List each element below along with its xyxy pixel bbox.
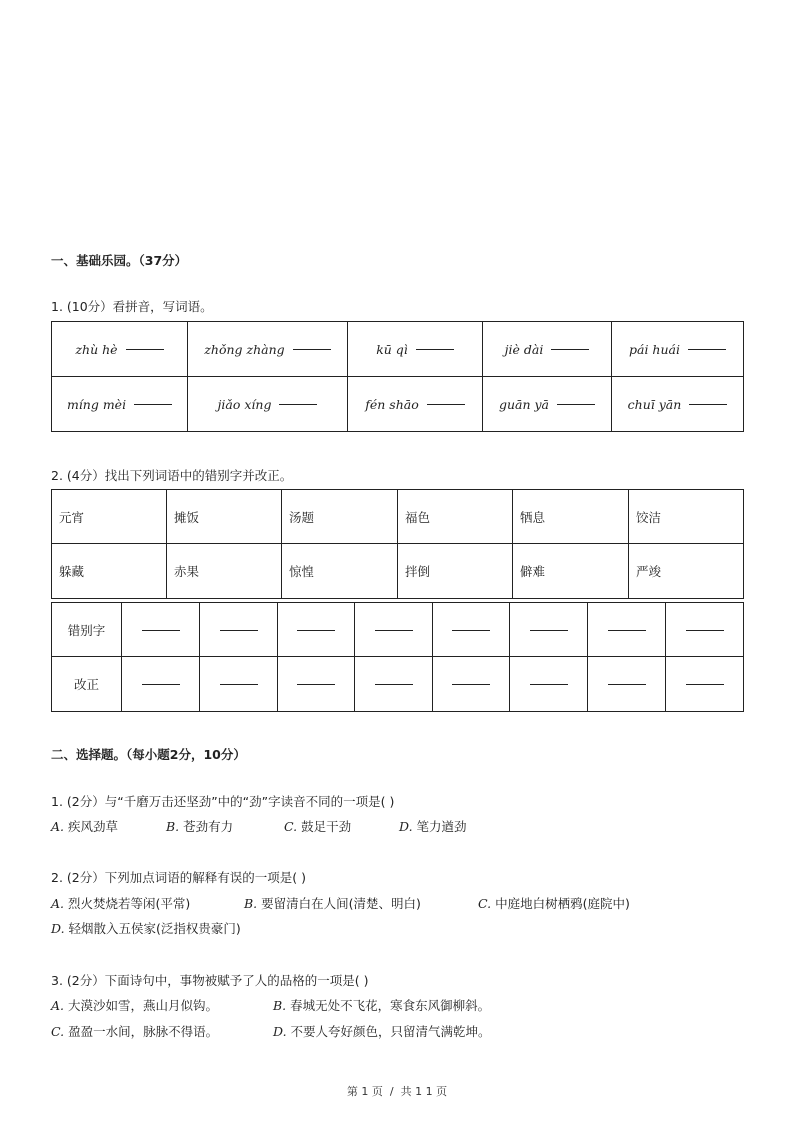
answer-blank[interactable]	[220, 629, 258, 631]
option-text: 中庭地白树栖鸦(庭院中)	[495, 896, 630, 911]
option-text: 春城无处不飞花，寒食东风御柳斜。	[290, 998, 491, 1013]
pinyin-table	[51, 321, 744, 432]
option-letter: C.	[478, 896, 492, 911]
word-cell: 汤题	[282, 490, 398, 544]
answer-blank[interactable]	[686, 629, 724, 631]
blank-cell	[666, 657, 744, 712]
mc-question-stem: 3. (2分）下面诗句中，事物被赋予了人的品格的一项是( )	[51, 973, 369, 988]
option-text: 轻烟散入五侯家(泛指权贵豪门)	[68, 921, 241, 936]
answer-blank[interactable]	[551, 348, 589, 350]
answer-blank[interactable]	[608, 683, 646, 685]
word-cell: 元宵	[52, 490, 167, 544]
answer-blank[interactable]	[689, 403, 727, 405]
option-a[interactable]	[51, 894, 190, 912]
pinyin-text: kū qì	[376, 341, 408, 357]
option-text: 不要人夸好颜色，只留清气满乾坤。	[290, 1024, 491, 1039]
pinyin-text: chuī yān	[627, 396, 682, 412]
answer-blank[interactable]	[608, 629, 646, 631]
pinyin-cell	[483, 377, 612, 432]
blank-cell	[200, 657, 278, 712]
option-d[interactable]	[399, 817, 467, 835]
word-cell: 拌倒	[398, 544, 513, 599]
pinyin-cell	[483, 322, 612, 377]
answer-blank[interactable]	[427, 403, 465, 405]
word-cell: 饺洁	[629, 490, 744, 544]
option-letter: A.	[51, 896, 65, 911]
row-label-wrong	[52, 603, 122, 657]
word-cell: 僻难	[513, 544, 629, 599]
pinyin-text: jiè dài	[504, 341, 544, 357]
blank-cell	[666, 603, 744, 657]
blank-cell	[355, 657, 433, 712]
answer-blank[interactable]	[375, 683, 413, 685]
word-cell: 惊惶	[282, 544, 398, 599]
option-letter: A.	[51, 819, 65, 834]
pinyin-cell	[348, 377, 483, 432]
option-text: 盈盈一水间，脉脉不得语。	[68, 1024, 219, 1039]
correction-table	[51, 602, 744, 712]
section2-title: 二、选择题。（每小题2分，10分）	[51, 747, 246, 762]
row-label-text: 错别字	[67, 622, 106, 638]
pinyin-text: fén shāo	[365, 396, 419, 412]
answer-blank[interactable]	[142, 629, 180, 631]
pinyin-text: jiǎo xíng	[217, 396, 272, 412]
pinyin-text: pái huái	[629, 341, 680, 357]
option-c[interactable]	[51, 1022, 218, 1040]
option-d[interactable]	[273, 1022, 491, 1040]
words-table	[51, 489, 744, 599]
pinyin-text: míng mèi	[66, 396, 127, 412]
blank-cell	[122, 603, 200, 657]
answer-blank[interactable]	[452, 629, 490, 631]
pinyin-cell	[188, 322, 348, 377]
pinyin-cell	[612, 322, 744, 377]
option-text: 鼓足干劲	[301, 819, 352, 834]
word-cell: 严竣	[629, 544, 744, 599]
blank-cell	[433, 657, 510, 712]
option-d[interactable]	[51, 919, 241, 937]
blank-cell	[122, 657, 200, 712]
word-cell: 福色	[398, 490, 513, 544]
pinyin-cell	[52, 322, 188, 377]
answer-blank[interactable]	[557, 403, 595, 405]
section1-title: 一、基础乐园。（37分）	[51, 253, 188, 268]
answer-blank[interactable]	[416, 348, 454, 350]
answer-blank[interactable]	[297, 683, 335, 685]
pinyin-cell	[612, 377, 744, 432]
word-cell: 牺息	[513, 490, 629, 544]
pinyin-cell	[348, 322, 483, 377]
answer-blank[interactable]	[530, 629, 568, 631]
answer-blank[interactable]	[530, 683, 568, 685]
option-b[interactable]	[166, 817, 233, 835]
word-cell: 躲藏	[52, 544, 167, 599]
option-c[interactable]	[478, 894, 630, 912]
option-letter: D.	[51, 921, 65, 936]
option-text: 烈火焚烧若等闲(平常)	[68, 896, 191, 911]
blank-cell	[588, 603, 666, 657]
option-text: 疾风劲草	[68, 819, 119, 834]
answer-blank[interactable]	[220, 683, 258, 685]
pinyin-text: zhǒng zhàng	[204, 341, 285, 357]
option-text: 要留清白在人间(清楚、明白)	[261, 896, 421, 911]
option-a[interactable]	[51, 996, 218, 1014]
option-a[interactable]	[51, 817, 118, 835]
answer-blank[interactable]	[142, 683, 180, 685]
option-b[interactable]	[273, 996, 490, 1014]
pinyin-text: zhù hè	[75, 341, 118, 357]
option-letter: B.	[273, 998, 287, 1013]
answer-blank[interactable]	[134, 403, 172, 405]
option-text: 大漠沙如雪，燕山月似钩。	[68, 998, 219, 1013]
mc-question-stem: 2. (2分）下列加点词语的解释有误的一项是( )	[51, 870, 306, 885]
answer-blank[interactable]	[297, 629, 335, 631]
answer-blank[interactable]	[375, 629, 413, 631]
blank-cell	[278, 603, 355, 657]
option-text: 笔力遒劲	[416, 819, 467, 834]
option-letter: C.	[51, 1024, 65, 1039]
answer-blank[interactable]	[126, 348, 164, 350]
answer-blank[interactable]	[293, 348, 331, 350]
blank-cell	[433, 603, 510, 657]
option-letter: C.	[284, 819, 298, 834]
blank-cell	[278, 657, 355, 712]
option-text: 苍劲有力	[183, 819, 234, 834]
blank-cell	[200, 603, 278, 657]
row-label-correct	[52, 657, 122, 712]
pinyin-cell	[188, 377, 348, 432]
q1-prompt: 1. (10分）看拼音，写词语。	[51, 299, 213, 314]
option-b[interactable]	[244, 894, 421, 912]
mc-question-stem: 1. (2分）与“千磨万击还坚劲”中的“劲”字读音不同的一项是( )	[51, 794, 395, 809]
option-c[interactable]	[284, 817, 351, 835]
blank-cell	[510, 603, 588, 657]
page-footer: 第 1 页 / 共 1 1 页	[346, 1085, 448, 1098]
answer-blank[interactable]	[452, 683, 490, 685]
blank-cell	[510, 657, 588, 712]
word-cell: 摊饭	[167, 490, 282, 544]
answer-blank[interactable]	[688, 348, 726, 350]
option-letter: D.	[399, 819, 413, 834]
word-cell: 赤果	[167, 544, 282, 599]
answer-blank[interactable]	[686, 683, 724, 685]
blank-cell	[588, 657, 666, 712]
option-letter: B.	[166, 819, 180, 834]
pinyin-cell	[52, 377, 188, 432]
option-letter: D.	[273, 1024, 287, 1039]
blank-cell	[355, 603, 433, 657]
row-label-text: 改正	[73, 677, 99, 692]
option-letter: B.	[244, 896, 258, 911]
pinyin-text: guān yā	[498, 396, 550, 412]
answer-blank[interactable]	[279, 403, 317, 405]
q2-prompt: 2. (4分）找出下列词语中的错别字并改正。	[51, 468, 293, 483]
option-letter: A.	[51, 998, 65, 1013]
